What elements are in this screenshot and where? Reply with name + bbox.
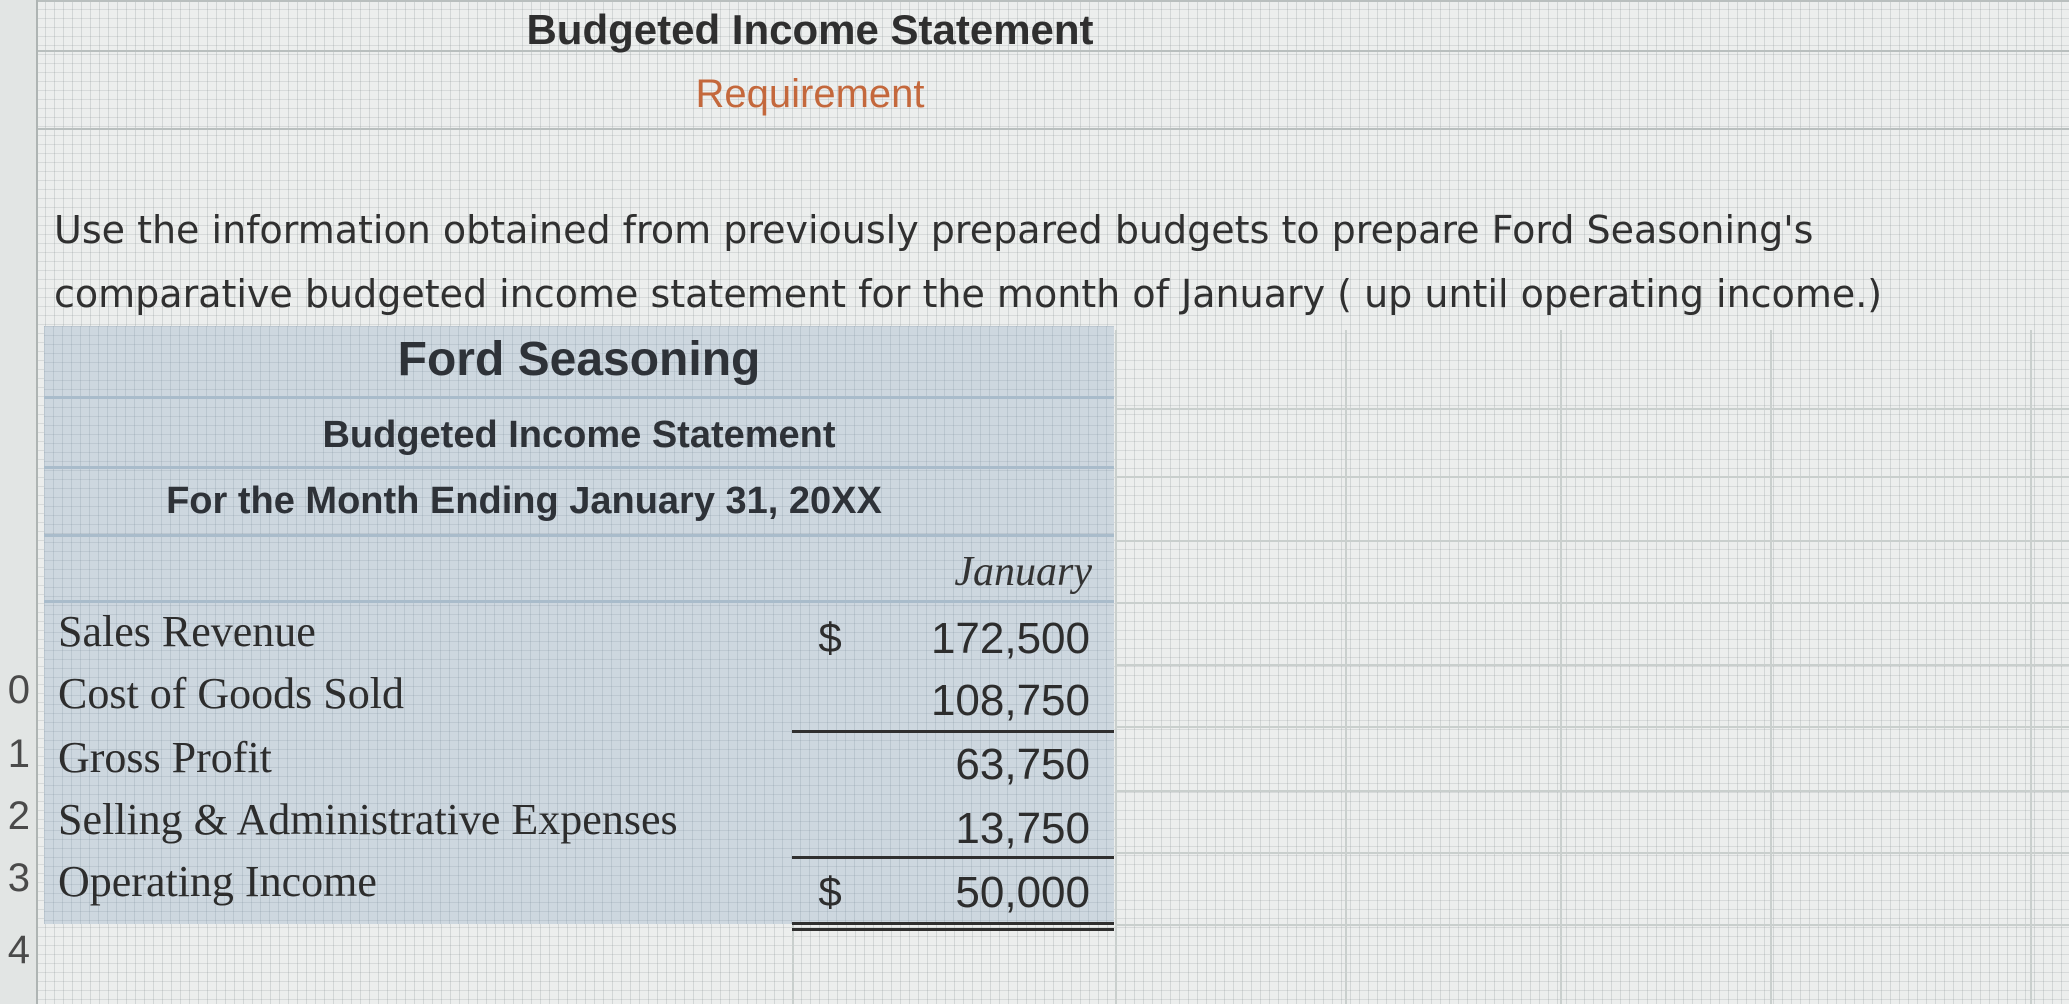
grid-line (1115, 726, 2069, 728)
amount-cost-of-goods-sold[interactable]: 108,750 (930, 676, 1090, 725)
grid-line (0, 0, 2069, 2)
currency-symbol: $ (818, 614, 842, 661)
total-double-underline (792, 928, 1114, 931)
column-header-january[interactable]: January (954, 549, 1092, 595)
grid-line (1115, 924, 2069, 926)
row-number[interactable]: 3 (7, 856, 30, 900)
grid-line (1115, 540, 2069, 542)
instructions-line: comparative budgeted income statement for the month of January ( up until operating income.) (54, 272, 1883, 316)
grid-line (1115, 602, 2069, 604)
row-label-selling-admin-expenses[interactable]: Selling & Administrative Expenses (58, 795, 678, 844)
row-label-sales-revenue[interactable]: Sales Revenue (58, 607, 316, 656)
header-divider (44, 600, 1114, 603)
amount-operating-income[interactable]: 50,000 (955, 868, 1090, 917)
row-number[interactable]: 4 (7, 928, 30, 972)
total-double-underline (792, 922, 1114, 925)
amount-sales-revenue[interactable]: 172,500 (930, 614, 1090, 663)
row-label-gross-profit[interactable]: Gross Profit (58, 733, 272, 782)
grid-line (1345, 330, 1347, 1004)
grid-line (792, 924, 794, 1004)
grid-line (1115, 664, 2069, 666)
currency-symbol: $ (818, 868, 842, 915)
row-number[interactable]: 0 (7, 668, 30, 712)
amount-gross-profit[interactable]: 63,750 (955, 740, 1090, 789)
requirement-heading: Requirement (695, 72, 925, 116)
amount-selling-admin-expenses[interactable]: 13,750 (955, 804, 1090, 853)
header-divider (44, 466, 1114, 469)
row-number[interactable]: 2 (7, 794, 30, 838)
row-number[interactable]: 1 (7, 732, 30, 776)
grid-line (1770, 330, 1772, 1004)
row-header-column[interactable] (0, 0, 38, 1004)
grid-line (1560, 330, 1562, 1004)
grid-line (1115, 330, 1117, 1004)
row-label-cost-of-goods-sold[interactable]: Cost of Goods Sold (58, 669, 404, 718)
grid-line (0, 128, 2069, 130)
grid-line (1115, 790, 2069, 792)
grid-line (1115, 852, 2069, 854)
row-label-operating-income[interactable]: Operating Income (58, 857, 377, 906)
statement-period: For the Month Ending January 31, 20XX (166, 480, 882, 522)
grid-line (1115, 476, 2069, 478)
statement-title: Budgeted Income Statement (322, 414, 836, 456)
instructions-text (54, 198, 2004, 326)
subtotal-underline (792, 730, 1114, 733)
header-divider (44, 396, 1114, 399)
subtotal-underline (792, 856, 1114, 859)
grid-line (2030, 330, 2032, 1004)
header-divider (44, 534, 1114, 537)
company-name: Ford Seasoning (397, 333, 761, 386)
grid-line (1115, 408, 2069, 410)
sheet-title: Budgeted Income Statement (526, 6, 1094, 53)
instructions-line: Use the information obtained from previously prepared budgets to prepare Ford Seasoning's (54, 208, 1814, 252)
